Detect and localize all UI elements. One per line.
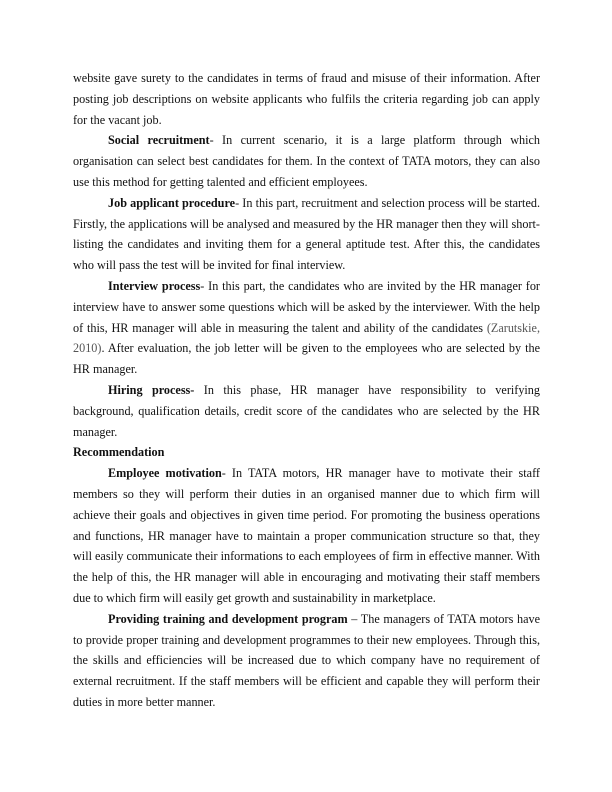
paragraph-text: In this phase, HR manager have responsibility to verifying background, qualification details, credit score of the candidates who are selected by the HR manager.: [73, 382, 540, 439]
paragraph-title: Hiring process-: [108, 382, 195, 397]
paragraph-text: - In TATA motors, HR manager have to motivate their staff members so they will perform their duties in an organised manner due to which firm will achieve their goals and objectives in given time period. For promoting the business operations and functions, HR manager have to maintain a proper communication structure so that, they will easily communicate their informations to each employees of firm in effective manner. With the help of this, the HR manager will able in encouraging and motivating their staff members due to which firm will easily get growth and sustainability in marketplace.: [73, 466, 540, 605]
paragraph-text: - In this part, the candidates who are invited by the HR manager for interview have to answer some questions which will be asked by the interviewer. With the help of this, HR manager will able in measuring the talent and ability of the candidates: [73, 278, 540, 335]
paragraph-job-applicant-procedure: [73, 193, 540, 276]
paragraph-title: Interview process: [108, 278, 201, 293]
paragraph-title: Social recruitment: [108, 133, 210, 148]
paragraph-text: website gave surety to the candidates in terms of fraud and misuse of their information. After posting job descriptions on website applicants who fulfils the criteria regarding job can apply for the vacant job.: [73, 71, 540, 127]
paragraph-title: Job applicant procedure: [108, 195, 236, 210]
paragraph-job-portal-continued: [73, 68, 540, 130]
paragraph-social-recruitment: [73, 130, 540, 192]
paragraph-text: - In this part, recruitment and selection process will be started. Firstly, the applications will be analysed and measured by the HR manager then they will short-listing the candidates and inviting them for a general aptitude test. After this, the candidates who will pass the test will be invited for final interview.: [73, 195, 540, 273]
paragraph-interview-process: [73, 276, 540, 380]
paragraph-text: - In current scenario, it is a large platform through which organisation can select best candidates for them. In the context of TATA motors, they can also use this method for getting talented and efficient employees.: [73, 133, 541, 189]
paragraph-training-development: [73, 609, 540, 713]
paragraph-text: – The managers of TATA motors have to provide proper training and development programmes to their new employees. Through this, the skills and efficiencies will be increased due to which company have no requirement of external recruitment. If the staff members will be efficient and capable they will perform their duties in more better manner.: [73, 611, 540, 709]
citation: (Zarutskie, 2010): [73, 320, 540, 356]
document-page: [73, 68, 540, 713]
paragraph-text: . After evaluation, the job letter will be given to the employees who are selected by the HR manager.: [73, 341, 540, 377]
section-heading-recommendation: Recommendation: [73, 445, 165, 460]
paragraph-employee-motivation: [73, 463, 540, 609]
paragraph-title: Employee motivation: [108, 466, 222, 481]
paragraph-hiring-process: [73, 380, 540, 442]
paragraph-title: Providing training and development program: [108, 611, 348, 626]
